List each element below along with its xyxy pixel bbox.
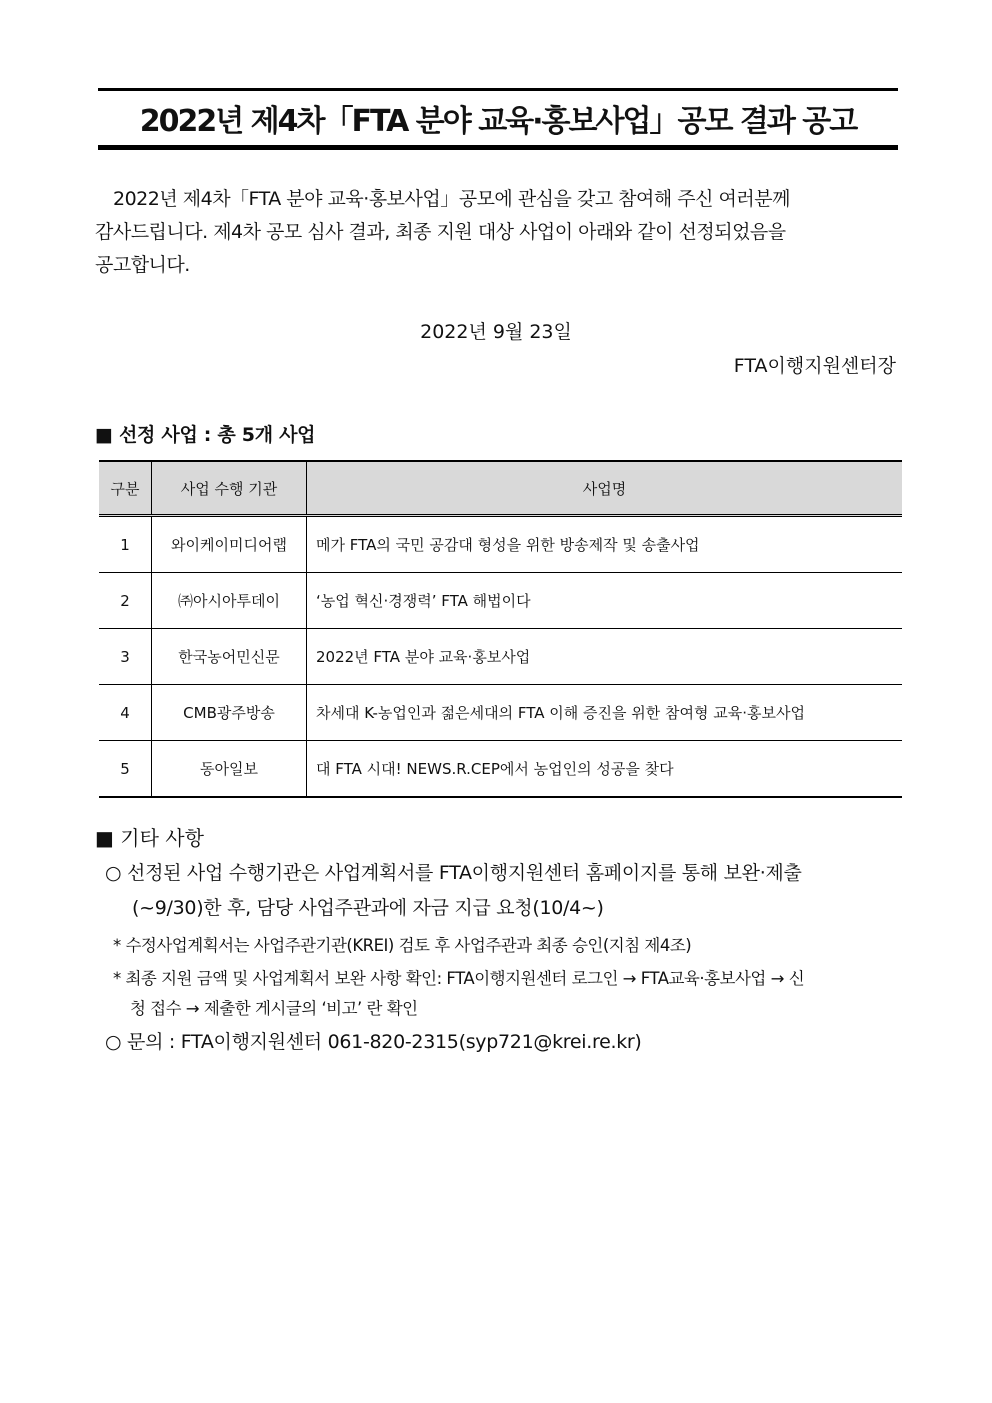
intro-line-1: 2022년 제4차「FTA 분야 교육·홍보사업」공모에 관심을 갖고 참여해 주신 여러분께 <box>113 188 790 210</box>
row-org: CMB광주방송 <box>152 685 307 741</box>
row-org: 한국농어민신문 <box>152 629 307 685</box>
table-row <box>99 573 902 629</box>
row-name: 2022년 FTA 분야 교육·홍보사업 <box>307 629 903 685</box>
note-check-line-1: * 최종 지원 금액 및 사업계획서 보완 사항 확인: FTA이행지원센터 로그인 → FTA교육·홍보사업 → 신 <box>113 969 805 988</box>
item-contact: ○ 문의 : FTA이행지원센터 061-820-2315(syp721@krei.re.kr) <box>105 1031 642 1053</box>
announcement-date: 2022년 9월 23일 <box>420 321 572 343</box>
note-check-line-2: 청 접수 → 제출한 게시글의 ‘비고’ 란 확인 <box>130 999 418 1018</box>
row-no: 5 <box>99 741 152 798</box>
intro-paragraph <box>95 183 895 282</box>
table-row <box>99 629 902 685</box>
selected-projects-table <box>99 460 902 798</box>
table-header-row <box>99 461 902 516</box>
title-box <box>98 88 898 150</box>
row-name: 대 FTA 시대! NEWS.R.CEP에서 농업인의 성공을 찾다 <box>307 741 903 798</box>
note-revised-plan: * 수정사업계획서는 사업주관기관(KREI) 검토 후 사업주관과 최종 승인(지침 제4조) <box>113 936 692 955</box>
row-org: ㈜아시아투데이 <box>152 573 307 629</box>
intro-line-3: 공고합니다. <box>95 254 190 276</box>
table-row <box>99 685 902 741</box>
row-name: 메가 FTA의 국민 공감대 형성을 위한 방송제작 및 송출사업 <box>307 516 903 573</box>
row-name: 차세대 K-농업인과 젊은세대의 FTA 이해 증진을 위한 참여형 교육·홍보사업 <box>307 685 903 741</box>
signer: FTA이행지원센터장 <box>733 355 896 377</box>
header-no: 구분 <box>99 461 152 516</box>
table-row <box>99 516 902 573</box>
row-no: 2 <box>99 573 152 629</box>
table-row <box>99 741 902 798</box>
section-selected-heading: ■ 선정 사업 : 총 5개 사업 <box>95 424 316 446</box>
header-name: 사업명 <box>307 461 903 516</box>
header-org: 사업 수행 기관 <box>152 461 307 516</box>
row-name: ‘농업 혁신·경쟁력’ FTA 해법이다 <box>307 573 903 629</box>
intro-line-2: 감사드립니다. 제4차 공모 심사 결과, 최종 지원 대상 사업이 아래와 같이 선정되었음을 <box>95 221 786 243</box>
row-no: 3 <box>99 629 152 685</box>
row-org: 와이케이미디어랩 <box>152 516 307 573</box>
row-no: 4 <box>99 685 152 741</box>
row-org: 동아일보 <box>152 741 307 798</box>
page-title: 2022년 제4차「FTA 분야 교육·홍보사업」공모 결과 공고 <box>139 104 857 139</box>
row-no: 1 <box>99 516 152 573</box>
section-other-heading: ■ 기타 사항 <box>95 826 204 850</box>
item-submission-line-1: ○ 선정된 사업 수행기관은 사업계획서를 FTA이행지원센터 홈페이지를 통해 보완·제출 <box>105 862 802 884</box>
item-submission-line-2: (~9/30)한 후, 담당 사업주관과에 자금 지급 요청(10/4~) <box>132 897 604 919</box>
